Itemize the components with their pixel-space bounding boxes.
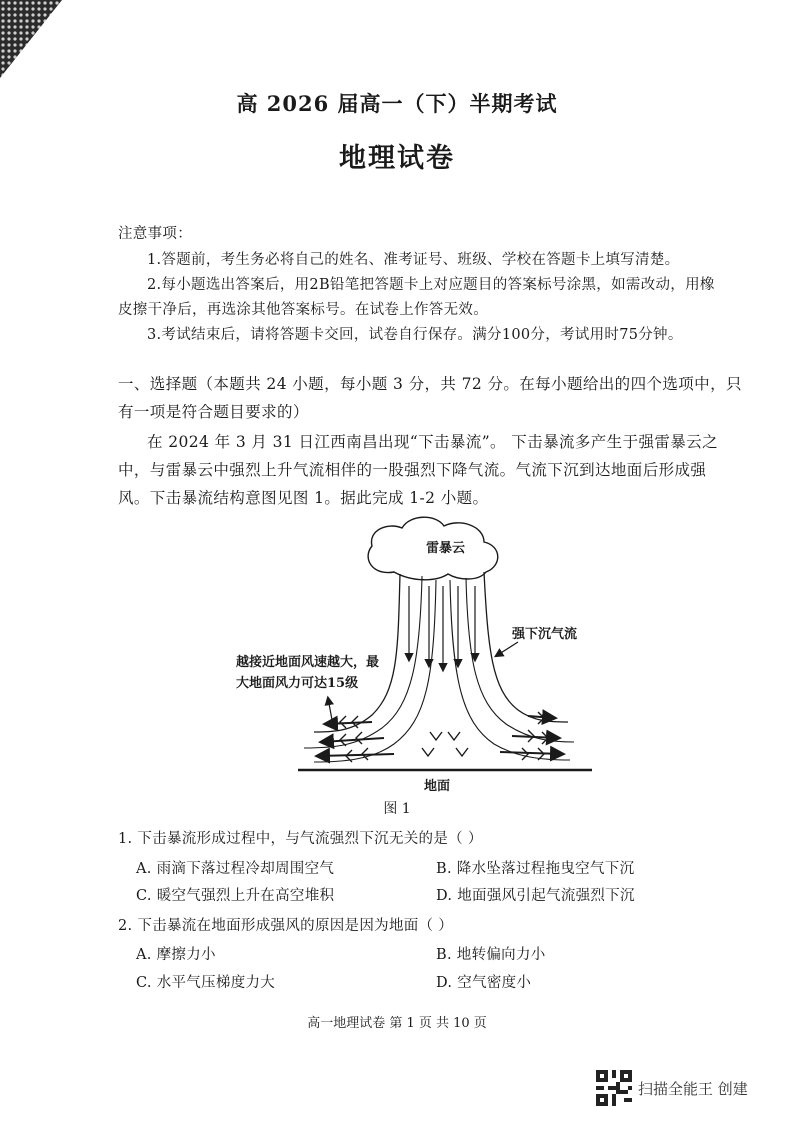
question-2-stem: 2. 下击暴流在地面形成强风的原因是因为地面（ ） <box>118 918 454 934</box>
notice-item-3: 3.考试结束后，请将答题卡交回，试卷自行保存。满分100分，考试用时75分钟。 <box>147 327 683 343</box>
intro-line-2: 中，与雷暴云中强烈上升气流相伴的一股强烈下降气流。气流下沉到达地面后形成强 <box>118 461 707 479</box>
subject-title: 地理试卷 <box>339 143 455 174</box>
question-1-option-d: D. 地面强风引起气流强烈下沉 <box>436 888 635 904</box>
notice-item-1: 1.答题前，考生务必将自己的姓名、准考证号、班级、学校在答题卡上填写清楚。 <box>147 252 680 268</box>
downdraft-label: 强下沉气流 <box>512 627 578 642</box>
ground-label: 地面 <box>424 779 451 794</box>
corner-scan-mark <box>0 0 70 80</box>
wind-label-2: 大地面风力可达15级 <box>236 676 359 691</box>
wind-label-1: 越接近地面风速越大，最 <box>236 655 380 670</box>
question-1-stem: 1. 下击暴流形成过程中，与气流强烈下沉无关的是（ ） <box>118 831 483 847</box>
notice-item-2-cont: 皮擦干净后，再选涂其他答案标号。在试卷上作答无效。 <box>118 302 488 318</box>
figure-caption: 图 1 <box>383 801 411 817</box>
exam-title: 高 2026 届高一（下）半期考试 <box>236 91 558 116</box>
notice-item-2: 2.每小题选出答案后，用2B铅笔把答题卡上对应题目的答案标号涂黑，如需改动，用橡 <box>147 277 715 293</box>
scanner-watermark <box>596 1070 748 1106</box>
qr-code-icon <box>596 1070 632 1106</box>
downburst-diagram <box>222 510 602 800</box>
page-footer: 高一地理试卷 第 1 页 共 10 页 <box>307 1016 487 1031</box>
question-2-option-d: D. 空气密度小 <box>436 975 532 991</box>
watermark-text: 扫描全能王 创建 <box>638 1079 748 1098</box>
question-2-option-b: B. 地转偏向力小 <box>436 947 546 963</box>
intro-line-1: 在 2024 年 3 月 31 日江西南昌出现“下击暴流”。 下击暴流多产生于强雷暴云之 <box>147 433 718 451</box>
section-heading: 一、选择题（本题共 24 小题，每小题 3 分，共 72 分。在每小题给出的四个选项中，只 <box>118 375 742 393</box>
cloud-label: 雷暴云 <box>426 541 466 556</box>
question-2-option-a: A. 摩擦力小 <box>136 947 216 963</box>
question-1-option-c: C. 暖空气强烈上升在高空堆积 <box>136 888 335 904</box>
question-1-option-a: A. 雨滴下落过程冷却周围空气 <box>136 861 335 877</box>
question-1-option-b: B. 降水坠落过程拖曳空气下沉 <box>436 861 635 877</box>
question-2-option-c: C. 水平气压梯度力大 <box>136 975 276 991</box>
intro-line-3: 风。下击暴流结构意图见图 1。据此完成 1-2 小题。 <box>118 489 489 507</box>
notice-heading: 注意事项： <box>118 226 192 242</box>
section-heading-cont: 有一项是符合题目要求的） <box>118 403 309 421</box>
